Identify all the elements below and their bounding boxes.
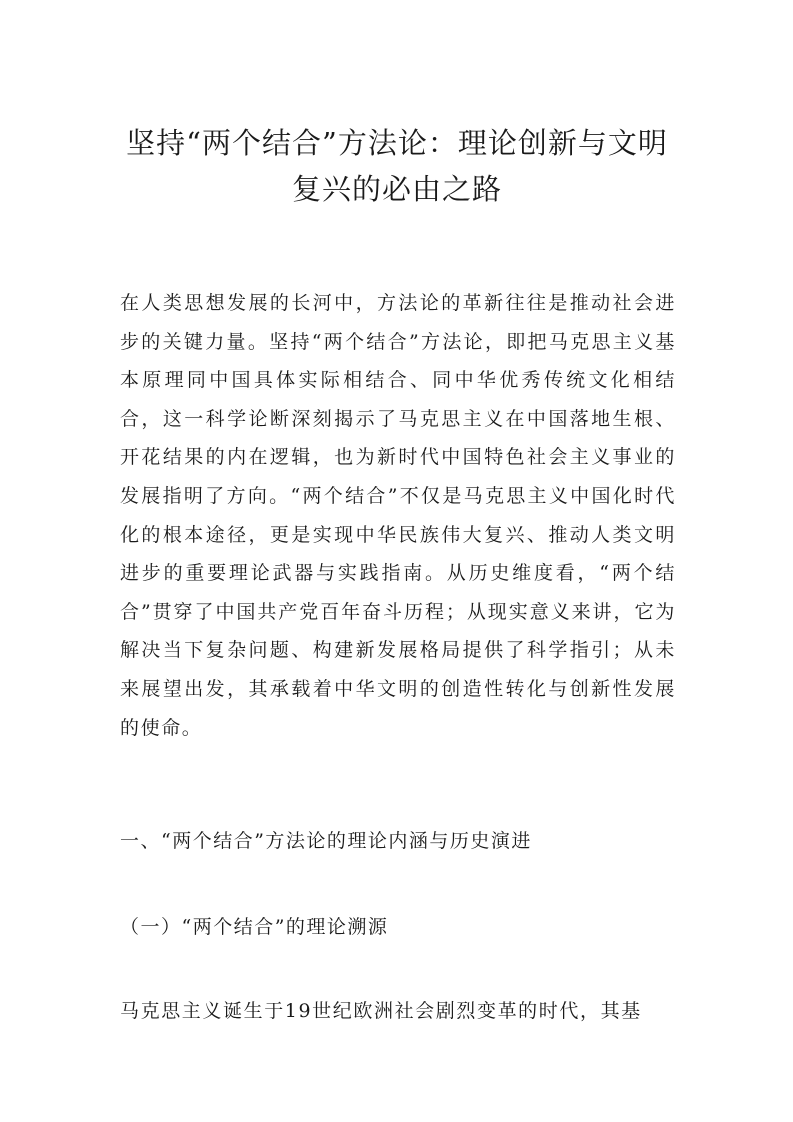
subsection-heading: （一）“两个结合”的理论溯源	[120, 916, 389, 938]
document-title: 坚持“两个结合”方法论：理论创新与文明复兴的必由之路	[126, 126, 668, 206]
intro-paragraph: 在人类思想发展的长河中，方法论的革新往往是推动社会进步的关键力量。坚持“两个结合”方法论，即把马克思主义基本原理同中国具体实际相结合、同中华优秀传统文化相结合，这一科学论断深刻揭示了马克思主义在中国落地生根、开花结果的内在逻辑，也为新时代中国特色社会主义事业的发展指明了方向。“两个结合”不仅是马克思主义中国化时代化的根本途径，更是实现中华民族伟大复兴、推动人类文明进步的重要理论武器与实践指南。从历史维度看，“两个结合”贯穿了中国共产党百年奋斗历程；从现实意义来讲，它为解决当下复杂问题、构建新发展格局提供了科学指引；从未来展望出发，其承载着中华文明的创造性转化与创新性发展的使命。	[120, 292, 676, 739]
body-paragraph: 马克思主义诞生于19世纪欧洲社会剧烈变革的时代，其基	[120, 1000, 642, 1022]
section-heading: 一、“两个结合”方法论的理论内涵与历史演进	[120, 830, 532, 852]
